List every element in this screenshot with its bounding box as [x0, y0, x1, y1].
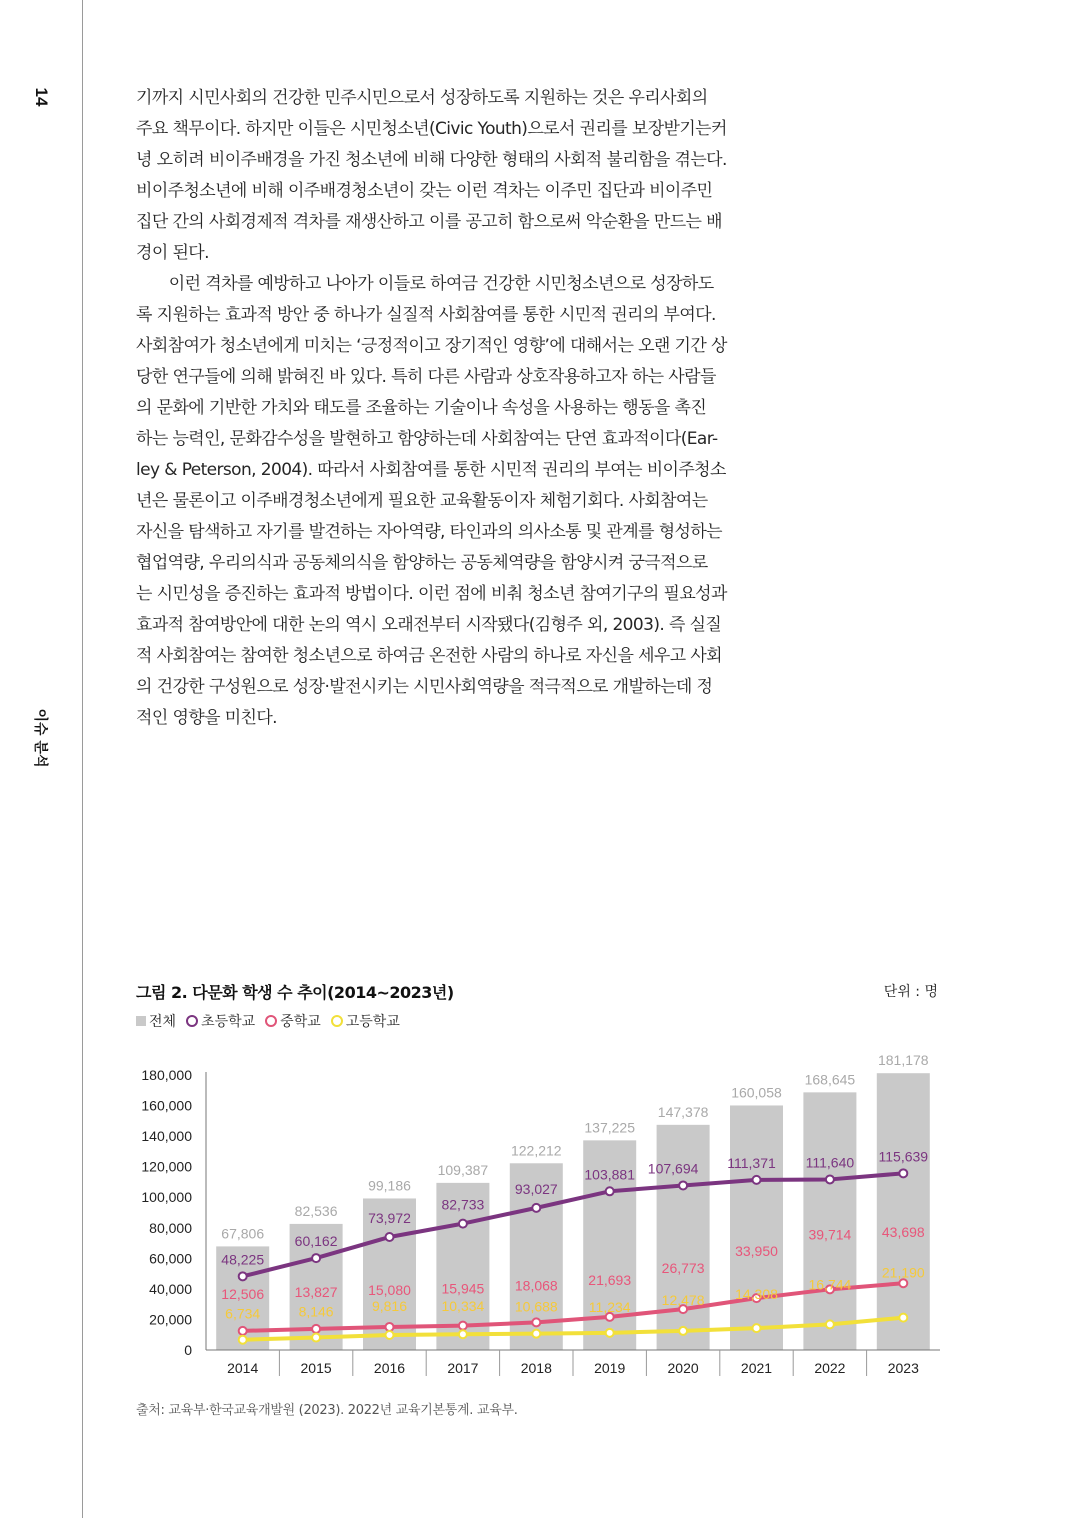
line-value-label: 18,068 [514, 1277, 558, 1294]
legend-label: 초등학교 [201, 1014, 256, 1030]
paragraph-line: 녕 오히려 비이주배경을 가진 청소년에 비해 다양한 형태의 사회적 불리함을 겪는다. [136, 150, 727, 170]
point-elementary [606, 1187, 614, 1195]
point-high [606, 1329, 614, 1337]
point-high [239, 1336, 247, 1344]
legend-square-icon [136, 1016, 146, 1026]
x-tick-label: 2021 [740, 1360, 773, 1376]
point-high [532, 1330, 540, 1338]
y-tick-label: 160,000 [141, 1097, 192, 1114]
point-middle [386, 1323, 394, 1331]
point-elementary [312, 1254, 320, 1262]
point-high [826, 1320, 834, 1328]
line-value-label: 43,698 [881, 1224, 925, 1241]
bar-value-label: 82,536 [294, 1202, 338, 1219]
bar-total [877, 1073, 930, 1350]
paragraph-line: 이런 격차를 예방하고 나아가 이들로 하여금 건강한 시민청소년으로 성장하도 [136, 274, 714, 294]
paragraph-line: 기까지 시민사회의 건강한 민주시민으로서 성장하도록 지원하는 것은 우리사회의 [136, 88, 708, 108]
line-value-label: 9,816 [371, 1298, 408, 1315]
point-middle [459, 1322, 467, 1330]
legend-item [265, 1011, 321, 1031]
line-value-label: 15,945 [441, 1280, 485, 1297]
bar-value-label: 109,387 [437, 1161, 489, 1178]
running-title: 이슈 분석 [32, 708, 48, 768]
legend-item [136, 1011, 176, 1031]
bar-value-label: 122,212 [510, 1142, 562, 1159]
point-elementary [899, 1169, 907, 1177]
line-value-label: 21,693 [588, 1271, 632, 1288]
point-middle [239, 1327, 247, 1335]
multicultural-students-chart [130, 1045, 950, 1390]
line-value-label: 21,190 [881, 1264, 925, 1281]
x-tick-label: 2018 [520, 1360, 552, 1376]
line-value-label: 103,881 [584, 1166, 636, 1183]
body-paragraph [136, 83, 778, 734]
paragraph-line: 비이주청소년에 비해 이주배경청소년이 갖는 이런 격차는 이주민 집단과 비이주민 [136, 181, 713, 201]
line-value-label: 115,639 [878, 1148, 929, 1165]
y-tick-label: 0 [184, 1342, 192, 1358]
x-tick-label: 2022 [814, 1360, 846, 1376]
point-high [312, 1334, 320, 1342]
x-tick-label: 2016 [373, 1360, 406, 1376]
legend-circle-icon [265, 1015, 277, 1027]
line-value-label: 6,734 [225, 1305, 261, 1322]
paragraph-line: 적 사회참여는 참여한 청소년으로 하여금 온전한 사람의 하나로 자신을 세우고 사회 [136, 646, 722, 666]
bar-value-label: 99,186 [368, 1177, 411, 1194]
line-value-label: 82,733 [441, 1196, 485, 1213]
line-value-label: 107,694 [647, 1160, 699, 1177]
paragraph-line: 록 지원하는 효과적 방안 중 하나가 실질적 사회참여를 통한 시민적 권리의 부여다. [136, 305, 716, 325]
point-high [386, 1331, 394, 1339]
line-value-label: 16,744 [808, 1276, 852, 1293]
x-tick-label: 2023 [887, 1360, 919, 1376]
paragraph-line: 주요 책무이다. 하지만 이들은 시민청소년(Civic Youth)으로서 권리를 보장받기는커 [136, 119, 727, 139]
paragraph-line: 협업역량, 우리의식과 공동체의식을 함양하는 공동체역량을 함양시켜 궁극적으로 [136, 553, 708, 573]
paragraph-line: 하는 능력인, 문화감수성을 발현하고 함양하는데 사회참여는 단연 효과적이다(Ear- [136, 429, 718, 449]
page-number: 14 [32, 87, 51, 107]
paragraph-line: ley & Peterson, 2004). 따라서 사회참여를 통한 시민적 권리의 부여는 비이주청소 [136, 460, 726, 480]
y-tick-label: 100,000 [141, 1189, 192, 1206]
line-value-label: 33,950 [735, 1243, 778, 1260]
line-value-label: 26,773 [661, 1260, 705, 1277]
bar-value-label: 181,178 [877, 1052, 929, 1069]
point-elementary [753, 1176, 761, 1184]
line-value-label: 15,080 [368, 1281, 411, 1298]
bar-value-label: 160,058 [731, 1084, 782, 1101]
y-tick-label: 60,000 [149, 1250, 192, 1267]
point-elementary [679, 1181, 687, 1189]
y-tick-label: 40,000 [149, 1280, 192, 1297]
x-tick-label: 2020 [667, 1360, 699, 1376]
point-elementary [826, 1175, 834, 1183]
line-value-label: 73,972 [368, 1209, 411, 1226]
line-value-label: 8,146 [298, 1303, 334, 1320]
line-value-label: 39,714 [808, 1226, 852, 1243]
y-tick-label: 80,000 [149, 1219, 192, 1236]
x-tick-label: 2019 [594, 1360, 626, 1376]
line-value-label: 12,506 [221, 1285, 265, 1302]
point-high [899, 1314, 907, 1322]
paragraph-line: 년은 물론이고 이주배경청소년에게 필요한 교육활동이자 체험기회다. 사회참여는 [136, 491, 708, 511]
legend-circle-icon [186, 1015, 198, 1027]
point-middle [532, 1318, 540, 1326]
x-tick-label: 2014 [227, 1360, 259, 1376]
bar-total [803, 1092, 856, 1350]
line-value-label: 14,308 [735, 1286, 778, 1303]
paragraph-line: 의 문화에 기반한 가치와 태도를 조율하는 기술이나 속성을 사용하는 행동을 촉진 [136, 398, 707, 418]
line-value-label: 111,640 [805, 1154, 855, 1171]
unit-label: 단위 : 명 [883, 984, 938, 1000]
paragraph-line: 효과적 참여방안에 대한 논의 역시 오래전부터 시작됐다(김형주 외, 2003). 즉 실질 [136, 615, 722, 635]
figure-caption: 그림 2. 다문화 학생 수 추이(2014~2023년) [136, 983, 454, 1002]
y-tick-label: 180,000 [141, 1067, 192, 1083]
paragraph-line: 당한 연구들에 의해 밝혀진 바 있다. 특히 다른 사람과 상호작용하고자 하는 사람들 [136, 367, 716, 387]
y-tick-label: 140,000 [141, 1128, 192, 1145]
y-tick-label: 20,000 [149, 1311, 192, 1328]
line-value-label: 111,371 [727, 1154, 776, 1171]
paragraph-line: 자신을 탐색하고 자기를 발견하는 자아역량, 타인과의 의사소통 및 관계를 형성하는 [136, 522, 722, 542]
legend-label: 중학교 [280, 1014, 321, 1030]
point-high [459, 1330, 467, 1338]
legend-label: 전체 [149, 1014, 177, 1030]
bar-value-label: 168,645 [804, 1071, 856, 1088]
paragraph-line: 사회참여가 청소년에게 미치는 ‘긍정적이고 장기적인 영향’에 대해서는 오랜 기간 상 [136, 336, 727, 356]
legend-item [331, 1011, 400, 1031]
line-value-label: 13,827 [294, 1283, 338, 1300]
bar-value-label: 147,378 [657, 1103, 709, 1120]
paragraph-line: 경이 된다. [136, 243, 209, 263]
point-elementary [239, 1272, 247, 1280]
line-value-label: 10,688 [514, 1298, 558, 1315]
legend-label: 고등학교 [345, 1014, 400, 1030]
legend-circle-icon [331, 1015, 343, 1027]
source-note: 출처: 교육부·한국교육개발원 (2023). 2022년 교육기본통계. 교육부. [136, 1403, 518, 1418]
point-high [753, 1324, 761, 1332]
line-value-label: 93,027 [514, 1180, 558, 1197]
bar-total [657, 1125, 710, 1350]
paragraph-line: 적인 영향을 미친다. [136, 708, 277, 728]
x-tick-label: 2017 [447, 1360, 479, 1376]
bar-total [730, 1105, 783, 1350]
y-tick-label: 120,000 [141, 1158, 192, 1175]
point-high [679, 1327, 687, 1335]
paragraph-line: 집단 간의 사회경제적 격차를 재생산하고 이를 공고히 함으로써 악순환을 만드는 배 [136, 212, 722, 232]
point-elementary [386, 1233, 394, 1241]
point-elementary [532, 1204, 540, 1212]
paragraph-line: 의 건강한 구성원으로 성장·발전시키는 시민사회역량을 적극적으로 개발하는데 정 [136, 677, 713, 697]
x-tick-label: 2015 [300, 1360, 332, 1376]
line-value-label: 60,162 [294, 1233, 338, 1250]
line-value-label: 10,334 [441, 1298, 485, 1315]
bar-value-label: 137,225 [584, 1119, 636, 1136]
line-value-label: 11,234 [588, 1298, 631, 1315]
legend-item [186, 1011, 255, 1031]
chart-legend [136, 1011, 400, 1031]
line-value-label: 12,478 [661, 1291, 705, 1308]
bar-value-label: 67,806 [221, 1225, 265, 1242]
paragraph-line: 는 시민성을 증진하는 효과적 방법이다. 이런 점에 비춰 청소년 참여기구의 필요성과 [136, 584, 727, 604]
margin-rule [82, 0, 83, 1518]
point-elementary [459, 1220, 467, 1228]
point-middle [312, 1325, 320, 1333]
line-value-label: 48,225 [221, 1251, 265, 1268]
